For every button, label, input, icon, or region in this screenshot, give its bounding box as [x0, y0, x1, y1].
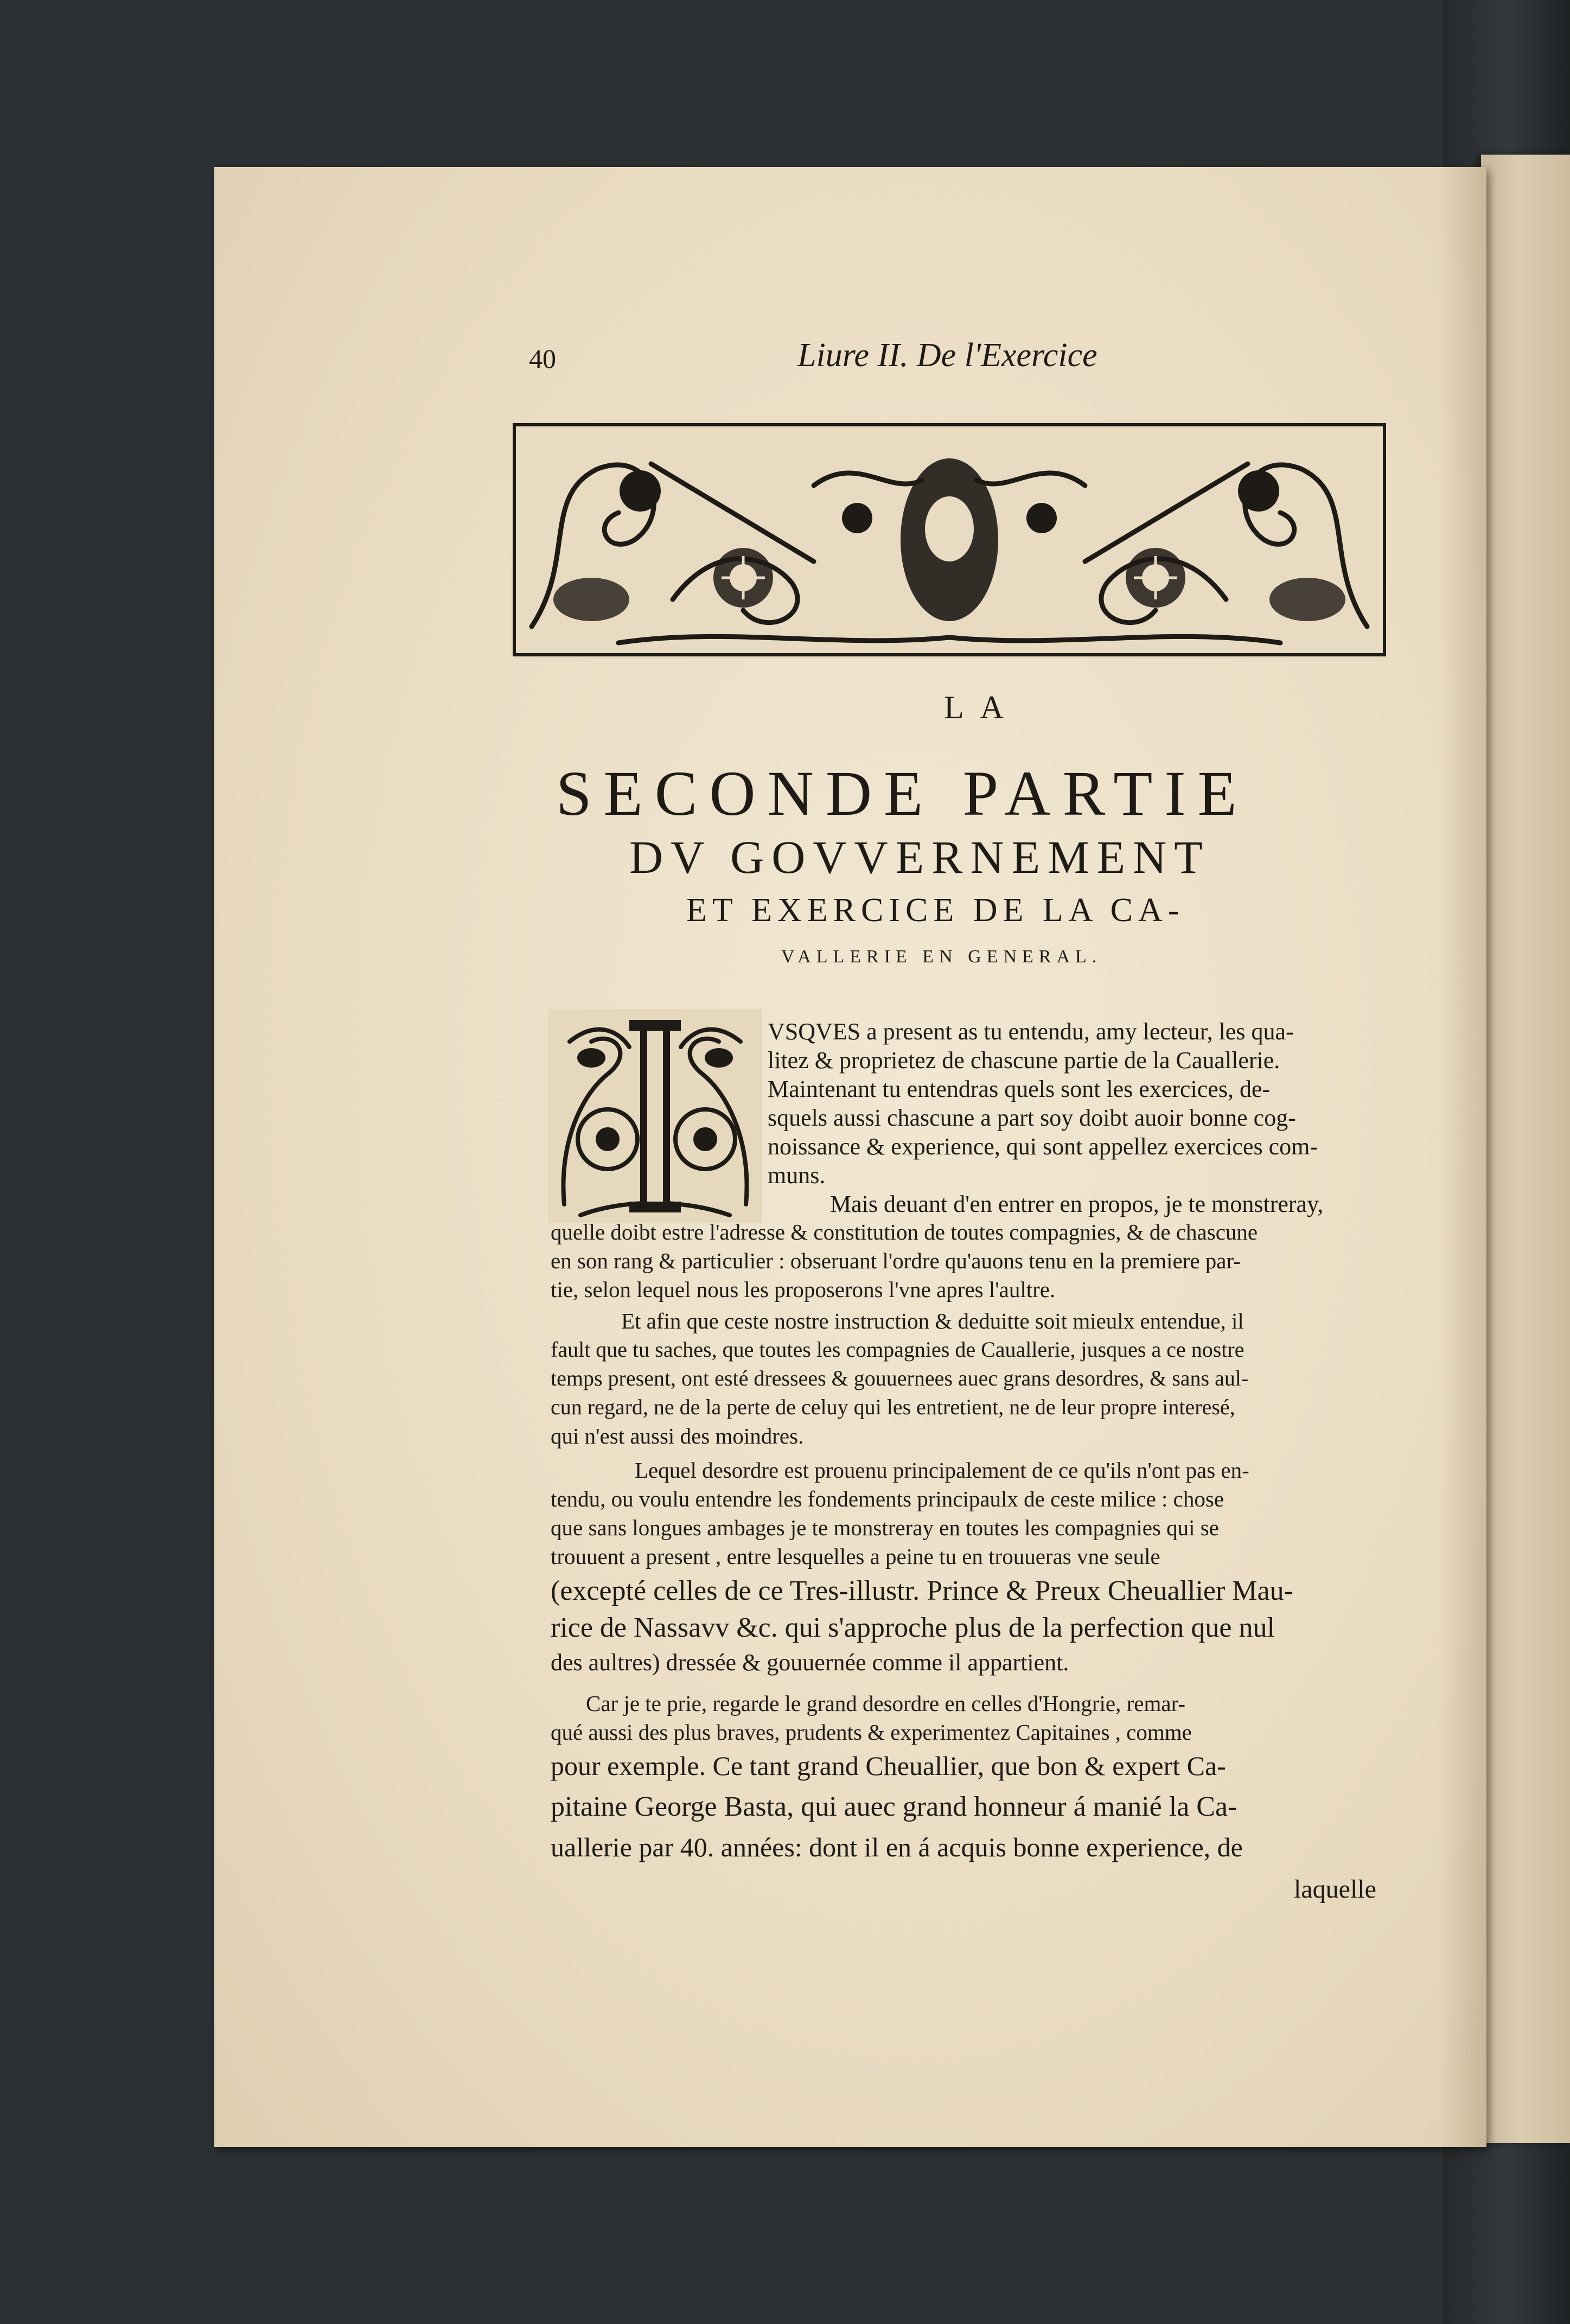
- title-exercice: ET EXERCICE DE LA CA-: [686, 892, 1185, 929]
- text-line: Mais deuant d'en entrer en propos, je te monstreray,: [830, 1191, 1324, 1217]
- text-line: pitaine George Basta, qui auec grand honneur á manié la Ca-: [551, 1791, 1237, 1822]
- ornamental-headpiece: [510, 420, 1389, 659]
- text-line: qué aussi des plus braves, prudents & experimentez Capitaines , comme: [551, 1720, 1192, 1745]
- catchword: laquelle: [1294, 1875, 1376, 1904]
- text-line: Lequel desordre est prouenu principalement de ce qu'ils n'ont pas en-: [635, 1458, 1249, 1483]
- text-line: temps present, ont esté dressees & gouuernees auec grans desordres, & sans aul-: [551, 1366, 1249, 1390]
- text-line: cun regard, ne de la perte de celuy qui les entretient, ne de leur propre interesé,: [551, 1395, 1235, 1419]
- text-line: pour exemple. Ce tant grand Cheuallier, que bon & expert Ca-: [551, 1751, 1226, 1781]
- text-line: qui n'est aussi des moindres.: [551, 1423, 804, 1448]
- text-line: des aultres) dressée & gouuernée comme il appartient.: [551, 1649, 1069, 1676]
- title-gouvernement: DV GOVVERNEMENT: [629, 831, 1210, 883]
- running-head: [529, 336, 1097, 375]
- text-line: Car je te prie, regarde le grand desordre en celles d'Hongrie, remar-: [586, 1691, 1186, 1716]
- page-number: 40: [529, 343, 556, 374]
- text-line: que sans longues ambages je te monstreray en toutes les compagnies qui se: [551, 1515, 1219, 1540]
- text-line: tendu, ou voulu entendre les fondements principaulx de ceste milice : chose: [551, 1486, 1224, 1511]
- text-line: rice de Nassavv &c. qui s'approche plus de la perfection que nul: [551, 1612, 1275, 1643]
- text-line: litez & proprietez de chascune partie de la Cauallerie.: [768, 1047, 1280, 1074]
- running-title: Liure II. De l'Exercice: [797, 337, 1097, 374]
- next-page-edge: [1481, 155, 1570, 2143]
- decorated-initial: [548, 1009, 762, 1223]
- text-line: noissance & experience, qui sont appellez exercices com-: [768, 1133, 1318, 1160]
- text-line: Maintenant tu entendras quels sont les exercices, de-: [768, 1076, 1271, 1102]
- title-cavalerie: VALLERIE EN GENERAL.: [781, 947, 1102, 967]
- text-line: trouuent a present , entre lesquelles a peine tu en trouueras vne seule: [551, 1544, 1160, 1569]
- text-line: Et afin que ceste nostre instruction & deduitte soit mieulx entendue, il: [621, 1308, 1244, 1333]
- text-line: en son rang & particulier : obseruant l'ordre qu'auons tenu en la premiere par-: [551, 1248, 1241, 1273]
- text-line: tie, selon lequel nous les proposerons l'vne apres l'aultre.: [551, 1277, 1056, 1302]
- text-line: VSQVES a present as tu entendu, amy lecteur, les qua-: [768, 1018, 1294, 1045]
- title-la: LA: [944, 689, 1020, 725]
- text-line: squels aussi chascune a part soy doibt auoir bonne cog-: [768, 1104, 1296, 1131]
- title-seconde-partie: SECONDE PARTIE: [556, 758, 1249, 829]
- text-line: fault que tu saches, que toutes les compagnies de Cauallerie, jusques a ce nostre: [551, 1337, 1244, 1362]
- text-line: quelle doibt estre l'adresse & constitution de toutes compagnies, & de chascune: [551, 1220, 1258, 1244]
- text-line: (excepté celles de ce Tres-illustr. Prince & Preux Cheuallier Mau-: [551, 1575, 1293, 1606]
- text-line: uallerie par 40. années: dont il en á acquis bonne experience, de: [551, 1832, 1243, 1862]
- text-line: muns.: [768, 1162, 826, 1189]
